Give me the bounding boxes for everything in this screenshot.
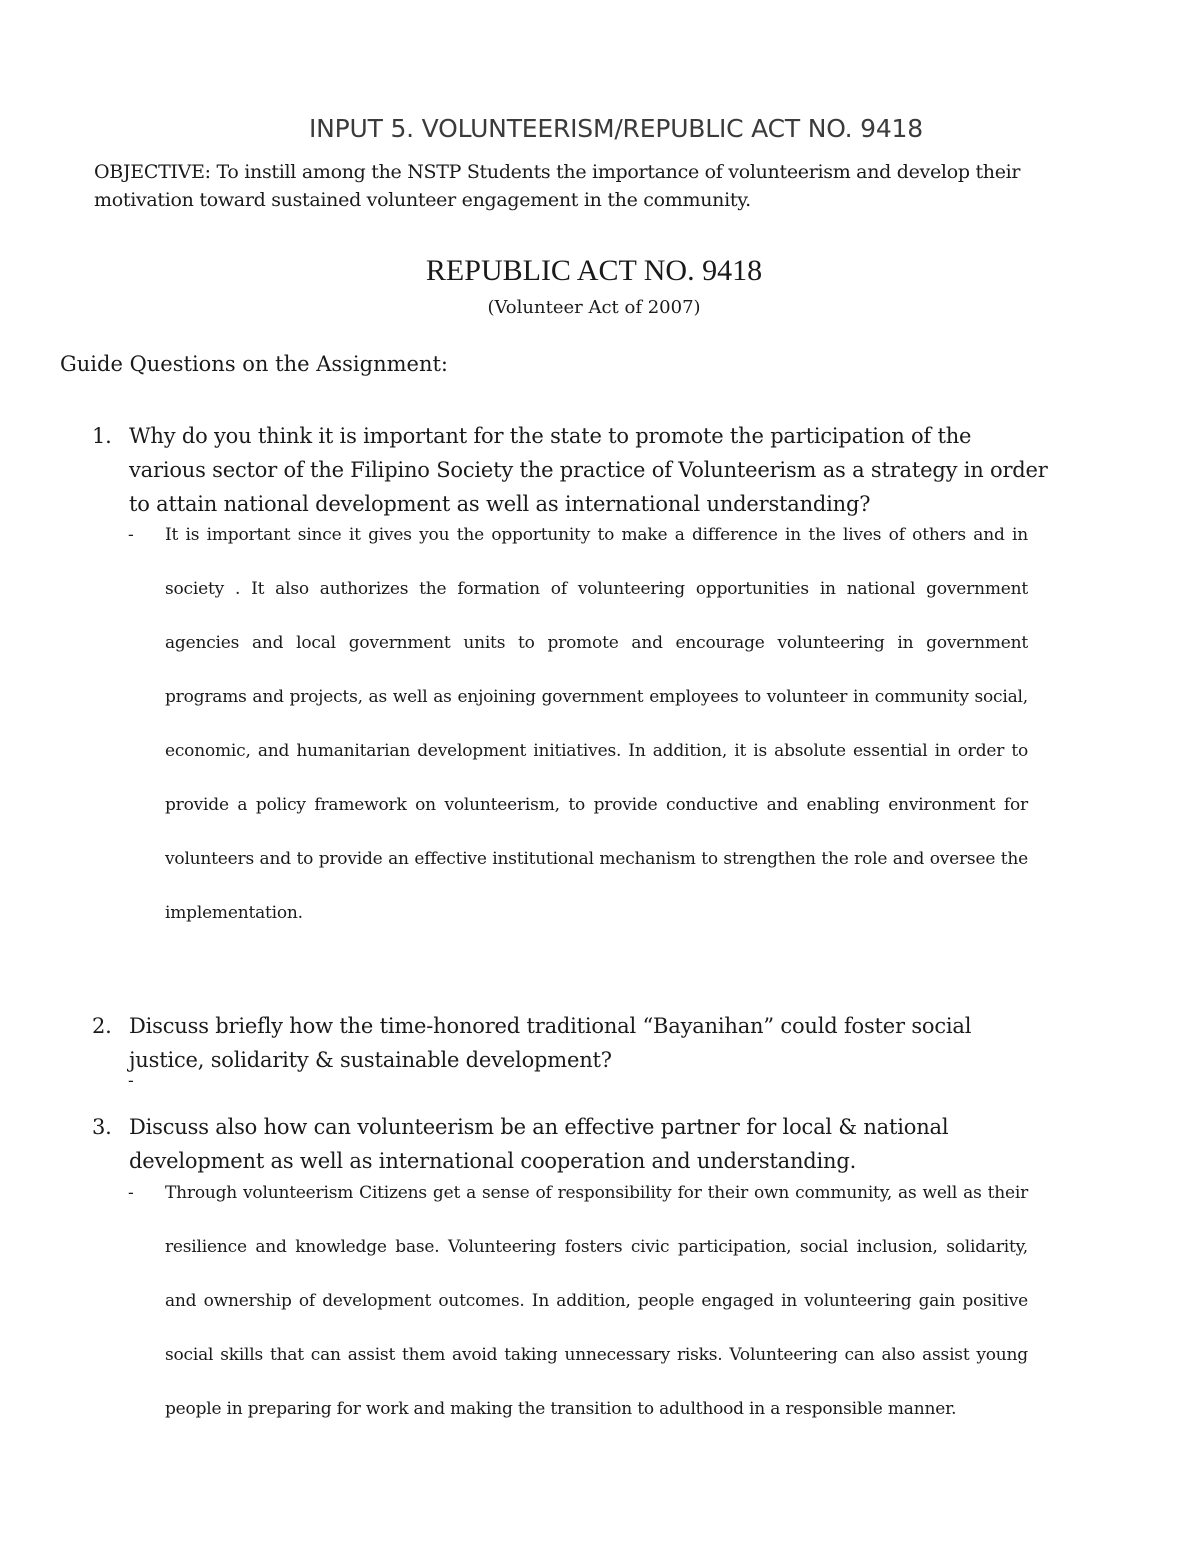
- question-number: 3.: [92, 1115, 112, 1139]
- question-number: 1.: [92, 424, 112, 448]
- answer-text: Through volunteerism Citizens get a sense of responsibility for their own community, as well as their resilience and knowledge base. Volunteering fosters civic participation, social inclusion, solidarity, and ownership of development outcomes. In addition, people engaged in volunteering gain positive social skills that can assist them avoid taking unnecessary risks. Volunteering can also assist young people in preparing for work and making the transition to adulthood in a responsible manner.: [165, 1183, 1028, 1419]
- act-subtitle: (Volunteer Act of 2007): [487, 297, 701, 318]
- question-number: 2.: [92, 1014, 112, 1038]
- page-title: INPUT 5. VOLUNTEERISM/REPUBLIC ACT NO. 9418: [309, 114, 923, 143]
- question-text: Why do you think it is important for the state to promote the participation of the various sector of the Filipino Society the practice of Volunteerism as a strategy in order to attain national development as well as international understanding?: [129, 424, 1048, 516]
- answer-item: [128, 508, 1028, 940]
- question-item: [92, 419, 1052, 521]
- answer-bullet: -: [128, 1071, 134, 1091]
- answer-item: [128, 1166, 1028, 1436]
- answer-bullet: -: [128, 525, 134, 545]
- question-item: [92, 1009, 1052, 1077]
- guide-questions-label: Guide Questions on the Assignment:: [60, 352, 448, 376]
- objective-text: OBJECTIVE: To instill among the NSTP Students the importance of volunteerism and develop their motivation toward sustained volunteer engagement in the community.: [94, 161, 1021, 211]
- answer-text: It is important since it gives you the opportunity to make a difference in the lives of others and in society . It also authorizes the formation of volunteering opportunities in national government agencies and local government units to promote and encourage volunteering in government programs and projects, as well as enjoining government employees to volunteer in community social, economic, and humanitarian development initiatives. In addition, it is absolute essential in order to provide a policy framework on volunteerism, to provide conductive and enabling environment for volunteers and to provide an effective institutional mechanism to strengthen the role and oversee the implementation.: [165, 525, 1028, 923]
- question-text: Discuss briefly how the time-honored traditional “Bayanihan” could foster social justice, solidarity & sustainable development?: [129, 1014, 972, 1072]
- answer-bullet: -: [128, 1183, 134, 1203]
- act-title: REPUBLIC ACT NO. 9418: [425, 254, 763, 287]
- question-text: Discuss also how can volunteerism be an effective partner for local & national development as well as international cooperation and understanding.: [129, 1115, 949, 1173]
